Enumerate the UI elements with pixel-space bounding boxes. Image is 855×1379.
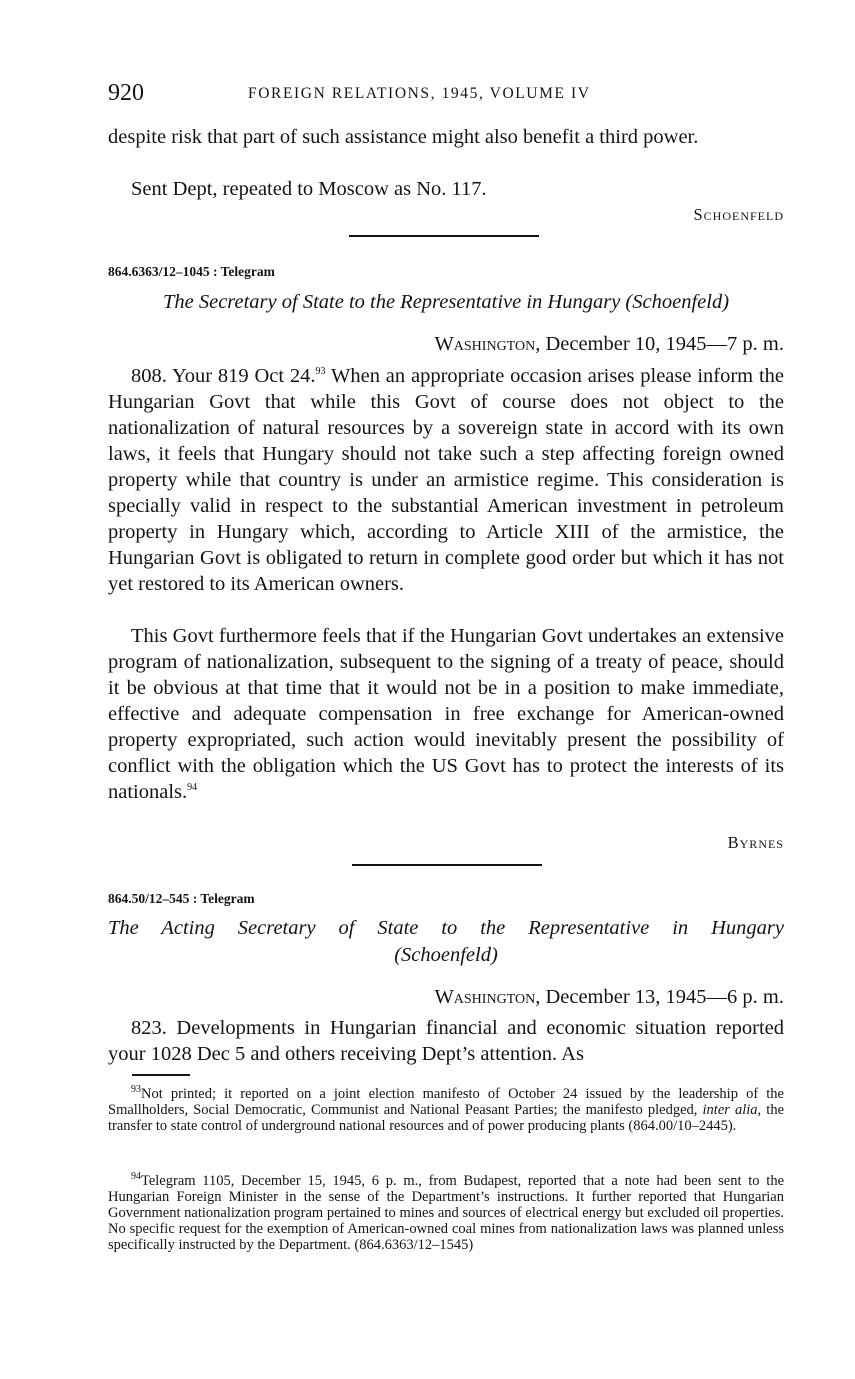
title-2-line-1: The Acting Secretary of State to the Representative in Hungary bbox=[108, 917, 784, 939]
footnote-ref-94[interactable]: 94 bbox=[187, 782, 198, 794]
p2-text: This Govt furthermore feels that if the Hungarian Govt undertakes an extensive program of nationalization, subsequent to the signing of a treaty of peace, should it be obvious at that time that it would not be in a position to make immediate, effective and adequate compensation in free exchange for American-owned property expropriated, such action would inevitably present the possibility of conflict with the obligation which the US Govt has to protect the interests of its nationals. bbox=[108, 625, 784, 803]
footnote-94-text: Telegram 1105, December 15, 1945, 6 p. m., from Budapest, reported that a note had been sent to the Hungarian Foreign Minister in the sense of the Department’s instructions. It further reported that Hungarian Government nationalization program pertained to mines and sources of electrical energy but excluded oil properties. No specific request for the exemption of American-owned coal mines from nationalization laws was planned unless specifically instructed by the Department. (864.6363/12–1545) bbox=[108, 1173, 784, 1253]
telegram-808-paragraph-1 bbox=[108, 363, 784, 597]
dateline-date-1: December 10, 1945—7 p. m. bbox=[545, 333, 784, 355]
p1-after: When an appropriate occasion arises please inform the Hungarian Govt that while this Govt of course does not object to the nationalization of natural resources by a sovereign state in accord with its own laws, it feels that Hungary should not take such a step affecting foreign owned property while that country is under an armistice regime. This consideration is specially valid in respect to the substantial American investment in petroleum property in Hungary which, according to Article XIII of the armistice, the Hungarian Govt is obligated to return in complete good order but which it has not yet restored to its American owners. bbox=[108, 365, 784, 595]
dateline-place-2: Washington, bbox=[434, 986, 541, 1008]
footnote-93-text-a: Not printed; it reported on a joint election manifesto of October 24 issued by the leadership of the Smallholders, Social Democratic, Communist and National Peasant Parties; the manifesto pledged, bbox=[108, 1086, 784, 1118]
page-number: 920 bbox=[108, 80, 144, 106]
document-title-1: The Secretary of State to the Representative in Hungary (Schoenfeld) bbox=[162, 291, 730, 313]
section-divider bbox=[352, 864, 542, 866]
footnote-94-number: 94 bbox=[131, 1171, 141, 1183]
carryover-paragraph: despite risk that part of such assistance might also benefit a third power. bbox=[108, 126, 699, 148]
dateline-date-2: December 13, 1945—6 p. m. bbox=[545, 986, 784, 1008]
signature-schoenfeld: Schoenfeld bbox=[693, 205, 784, 224]
footnote-94 bbox=[108, 1173, 784, 1253]
section-divider bbox=[349, 235, 539, 237]
footnote-93-italic: inter alia, bbox=[702, 1102, 762, 1118]
running-head: FOREIGN RELATIONS, 1945, VOLUME IV bbox=[248, 85, 591, 102]
dateline-2 bbox=[434, 986, 784, 1009]
footnote-93-text-b: the transfer to state control of underground national resources and of power producing plants (864.00/10–2445). bbox=[108, 1102, 785, 1134]
telegram-808-paragraph-2 bbox=[108, 623, 784, 805]
footnote-rule bbox=[132, 1074, 190, 1076]
carryover-closing-line: Sent Dept, repeated to Moscow as No. 117. bbox=[131, 178, 487, 200]
file-reference-1: 864.6363/12–1045 : Telegram bbox=[108, 264, 275, 279]
footnote-ref-93[interactable]: 93 bbox=[315, 366, 326, 378]
title-2-line-2: (Schoenfeld) bbox=[394, 944, 498, 966]
page-header bbox=[108, 80, 785, 110]
footnote-93 bbox=[108, 1086, 784, 1134]
signature-byrnes: Byrnes bbox=[727, 833, 784, 852]
document-title-2 bbox=[108, 915, 784, 969]
telegram-823-paragraph-1: 823. Developments in Hungarian financial and economic situation reported your 1028 Dec 5 and others receiving Dept’s attention. As bbox=[108, 1017, 784, 1065]
dateline-1 bbox=[434, 333, 784, 356]
file-reference-2: 864.50/12–545 : Telegram bbox=[108, 891, 255, 906]
p1-before: 808. Your 819 Oct 24. bbox=[131, 365, 316, 387]
dateline-place-1: Washington, bbox=[434, 333, 541, 355]
footnote-93-number: 93 bbox=[131, 1084, 141, 1096]
